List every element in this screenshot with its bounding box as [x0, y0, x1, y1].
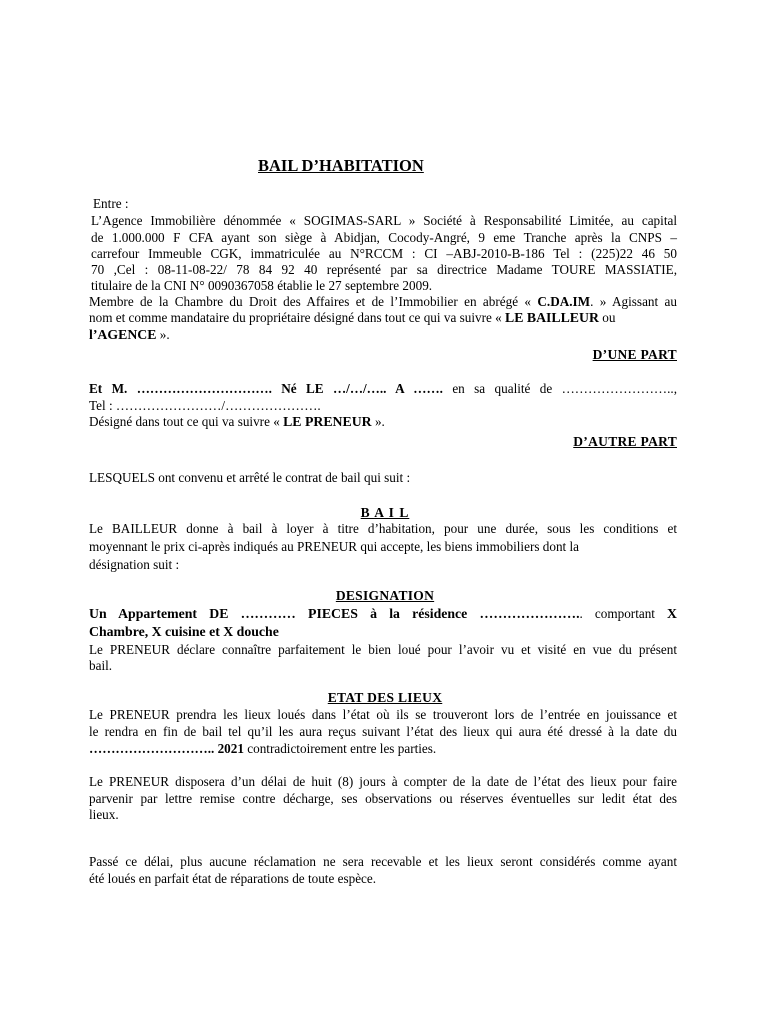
agence-line-2: de 1.000.000 F CFA ayant son siège à Abidjan, Cocody-Angré, 9 eme Tranche après la CNPS –: [91, 230, 677, 245]
delai-line-1: Le PRENEUR disposera d’un délai de huit (8) jours à compter de la date de l’état des lieux pour faire: [89, 774, 677, 789]
le-preneur-term: LE PRENEUR: [283, 414, 372, 429]
passe-line-1: Passé ce délai, plus aucune réclamation ne sera recevable et les lieux seront considérés comme ayant: [89, 854, 677, 869]
membre-line-2: nom et comme mandataire du propriétaire désigné dans tout ce qui va suivre « LE BAILLEUR ou: [89, 310, 616, 325]
entre-label: Entre :: [93, 196, 129, 211]
lesquels-text: LESQUELS ont convenu et arrêté le contrat de bail qui suit :: [89, 470, 411, 485]
delai-line-2: parvenir par lettre remise contre décharge, ses observations ou réserves éventuelles sur ledit état des: [89, 791, 677, 806]
membre-line-3: l’AGENCE ».: [89, 327, 170, 342]
agence-term: l’AGENCE: [89, 327, 157, 342]
etat-heading: ETAT DES LIEUX: [327, 690, 443, 705]
bail-line-3: désignation suit :: [89, 557, 180, 572]
delai-line-3: lieux.: [89, 807, 119, 822]
preneur-tel: Tel : ……………………/………………….: [89, 398, 321, 413]
designation-line-3: Le PRENEUR déclare connaître parfaitement le bien loué pour l’avoir vu et visité en vue du présent: [89, 642, 677, 657]
document-title: BAIL D’HABITATION: [258, 156, 424, 175]
etat-line-1: Le PRENEUR prendra les lieux loués dans l’état où ils se trouveront lors de l’entrée en jouissance et: [89, 707, 677, 722]
agence-line-5: titulaire de la CNI N° 0090367058 établie le 27 septembre 2009.: [91, 278, 433, 293]
designation-line-1: Un Appartement DE ………… PIECES à la résidence ………………….. comportant X: [89, 606, 677, 621]
passe-line-2: été loués en parfait état de réparations de toute espèce.: [89, 871, 377, 886]
designation-line-2: Chambre, X cuisine et X douche: [89, 624, 279, 639]
etat-line-2: le rendra en fin de bail tel qu’il les aura reçus suivant l’état des lieux qui aura été dressé à la date du: [89, 724, 677, 739]
agence-line-1: L’Agence Immobilière dénommée « SOGIMAS-SARL » Société à Responsabilité Limitée, au capital: [91, 213, 677, 228]
le-bailleur-term: LE BAILLEUR: [505, 310, 599, 325]
une-part-label: D’UNE PART: [592, 347, 677, 362]
agence-line-3: carrefour Immeuble CGK, immatriculée au N°RCCM : CI –ABJ-2010-B-186 Tel : (225)22 46 50: [91, 246, 677, 261]
bail-line-1: Le BAILLEUR donne à bail à loyer à titre d’habitation, pour une durée, sous les conditions et: [89, 521, 677, 536]
preneur-line-1: Et M. …………………………. Né LE …/…/….. A ……. en sa qualité de ……………………..,: [89, 381, 678, 396]
cdaim-abbrev: C.DA.IM: [537, 294, 591, 309]
etat-line-3: ……………………….. 2021 contradictoirement entre les parties.: [89, 741, 437, 756]
autre-part-label: D’AUTRE PART: [573, 434, 677, 449]
designation-heading: DESIGNATION: [335, 588, 435, 603]
agence-line-4: 70 ,Cel : 08-11-08-22/ 78 84 92 40 représenté par sa directrice Madame TOURE MASSIATIE,: [91, 262, 677, 277]
bail-heading: B A I L: [360, 505, 410, 520]
bail-line-2: moyennant le prix ci-après indiqués au PRENEUR qui accepte, les biens immobiliers dont la: [89, 539, 580, 554]
designation-line-4: bail.: [89, 658, 113, 673]
membre-line-1: Membre de la Chambre du Droit des Affaires et de l’Immobilier en abrégé « C.DA.IM. » Agissant au: [89, 294, 677, 309]
preneur-designe: Désigné dans tout ce qui va suivre « LE PRENEUR ».: [89, 414, 385, 429]
